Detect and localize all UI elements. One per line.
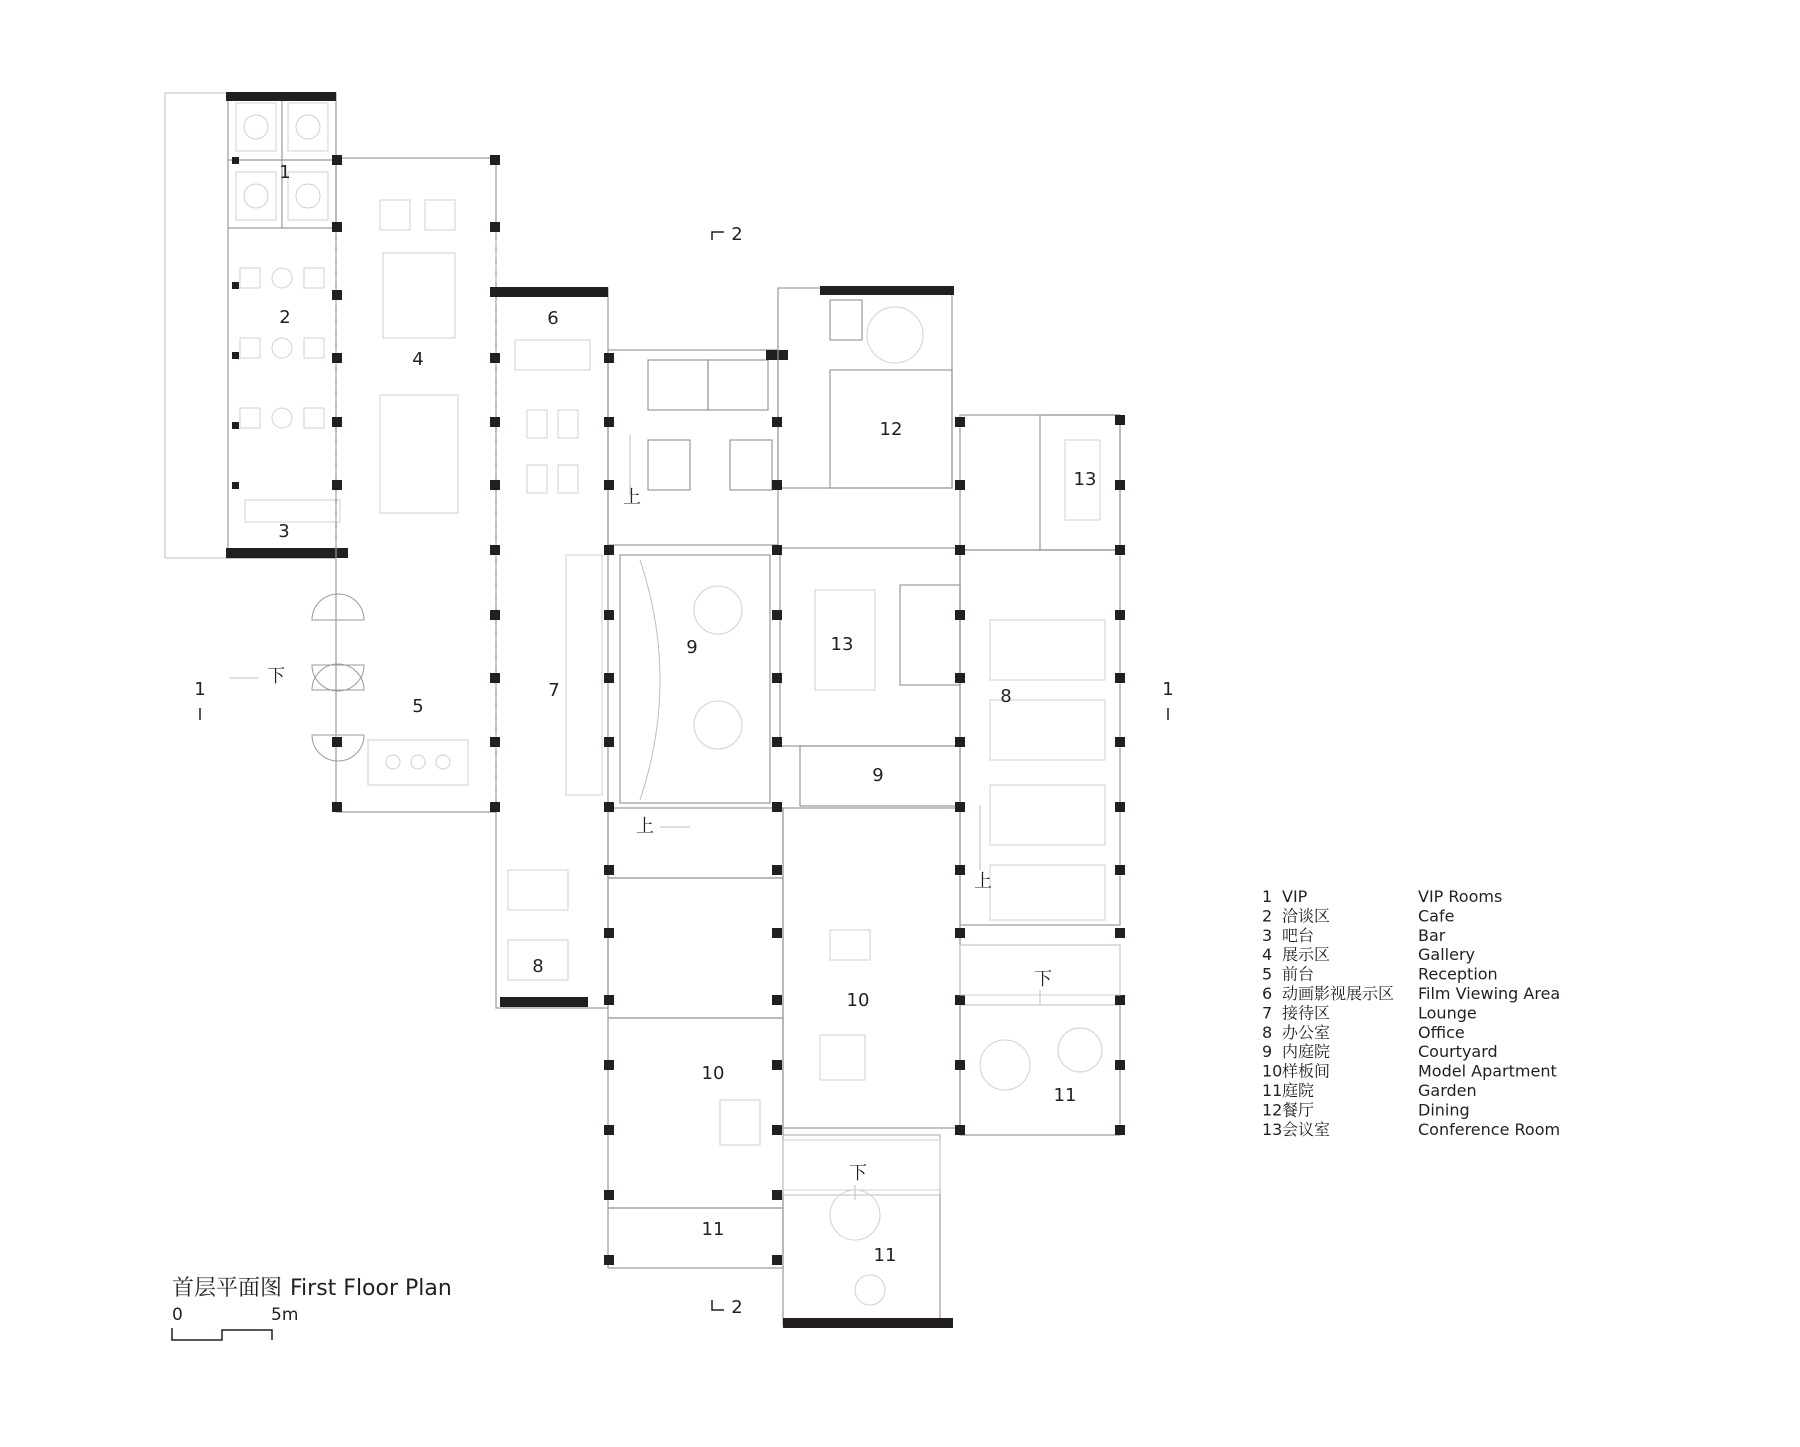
room-label-dining: 12 (879, 419, 903, 440)
legend-en-label: Bar (1418, 925, 1446, 945)
room-label-courtyard-lower: 9 (872, 765, 884, 786)
room-label-film: 6 (547, 308, 559, 329)
room-label-courtyard-upper: 9 (686, 637, 698, 658)
stair-up-label: 上 (974, 871, 992, 892)
legend-number: 10 (1262, 1061, 1283, 1081)
room-label-lounge: 7 (548, 680, 560, 701)
legend-zh-label: 餐厅 (1282, 1100, 1315, 1120)
legend-number: 13 (1262, 1119, 1283, 1139)
legend-number: 6 (1262, 984, 1273, 1003)
stair-up-label: 上 (636, 816, 654, 837)
legend-en-label: VIP Rooms (1418, 887, 1503, 906)
room-label-reception: 5 (412, 696, 424, 717)
scale-start-label: 0 (172, 1305, 183, 1325)
stair-down-label: 下 (1034, 969, 1052, 990)
legend-en-label: Film Viewing Area (1418, 984, 1561, 1003)
room-label-garden-south: 11 (701, 1219, 725, 1240)
central-service-walls (608, 350, 788, 545)
legend-zh-label: 动画影视展示区 (1282, 984, 1395, 1003)
legend-zh-label: 展示区 (1282, 945, 1331, 965)
west-wing-walls (165, 92, 348, 558)
legend-en-label: Cafe (1418, 906, 1455, 926)
legend-en-label: Garden (1418, 1081, 1477, 1100)
legend-zh-label: 内庭院 (1282, 1042, 1331, 1062)
room-label-bar: 3 (278, 521, 290, 542)
room-label-office-main: 8 (1000, 686, 1012, 707)
legend-number: 5 (1262, 964, 1273, 984)
legend-zh-label: 样板间 (1282, 1061, 1331, 1081)
section-marker-two-north: 2 (731, 224, 743, 245)
legend-number: 7 (1262, 1003, 1273, 1023)
legend-number: 3 (1262, 925, 1273, 945)
legend-number: 8 (1262, 1022, 1273, 1042)
scale-bar (172, 1328, 272, 1340)
legend-number: 9 (1262, 1042, 1273, 1062)
room-label-conference-central: 13 (830, 634, 854, 655)
legend-zh-label: 办公室 (1282, 1022, 1331, 1042)
stair-down-label: 下 (267, 666, 285, 687)
section-marker-one-west: 1 (194, 679, 206, 700)
plan-title-zh: 首层平面图 (172, 1276, 283, 1301)
room-label-conference-north: 13 (1073, 469, 1097, 490)
gallery-reception-walls (336, 158, 608, 1008)
legend-en-label: Office (1418, 1022, 1465, 1042)
legend (1262, 887, 1560, 1139)
plan-title-en: First Floor Plan (290, 1276, 452, 1301)
stair-up-label: 上 (623, 487, 641, 508)
dining-walls (778, 286, 954, 488)
legend-en-label: Model Apartment (1418, 1061, 1557, 1081)
lounge-furniture (508, 340, 602, 980)
legend-number: 2 (1262, 906, 1273, 926)
room-label-garden-west: 11 (873, 1245, 897, 1266)
section-marker-one-east: 1 (1162, 679, 1174, 700)
legend-en-label: Dining (1418, 1100, 1470, 1120)
room-label-vip: 1 (279, 162, 291, 183)
scale-end-label: 5m (271, 1305, 299, 1325)
south-block-walls (608, 808, 1120, 1328)
legend-en-label: Courtyard (1418, 1042, 1498, 1062)
legend-en-label: Lounge (1418, 1003, 1477, 1023)
room-label-cafe: 2 (279, 307, 291, 328)
legend-zh-label: 洽谈区 (1282, 906, 1331, 926)
legend-number: 4 (1262, 945, 1273, 965)
stair-down-label: 下 (849, 1163, 867, 1184)
room-label-model-apt-a: 10 (701, 1063, 725, 1084)
room-label-office-small: 8 (532, 956, 544, 977)
legend-zh-label: 前台 (1282, 964, 1315, 984)
legend-number: 1 (1262, 887, 1273, 906)
legend-en-label: Conference Room (1418, 1119, 1561, 1139)
courtyard-walls (620, 555, 770, 803)
room-label-model-apt-b: 10 (846, 990, 870, 1011)
section-marker-two-south: 2 (731, 1297, 743, 1318)
west-entry-doors (312, 594, 364, 761)
legend-en-label: Gallery (1418, 945, 1475, 965)
legend-zh-label: 会议室 (1282, 1119, 1331, 1139)
room-label-gallery: 4 (412, 349, 424, 370)
room-label-garden-east: 11 (1053, 1085, 1077, 1106)
legend-zh-label: 吧台 (1282, 925, 1315, 945)
section-marker-graphics (200, 232, 1168, 1310)
legend-zh-label: 接待区 (1282, 1003, 1331, 1023)
structural-columns (232, 155, 1125, 1265)
conference-central-walls (780, 548, 960, 806)
office-main-walls (960, 550, 1120, 925)
legend-number: 12 (1262, 1100, 1283, 1120)
legend-number: 11 (1262, 1081, 1283, 1100)
legend-zh-label: VIP (1282, 887, 1308, 906)
legend-en-label: Reception (1418, 964, 1498, 984)
legend-zh-label: 庭院 (1282, 1081, 1315, 1100)
